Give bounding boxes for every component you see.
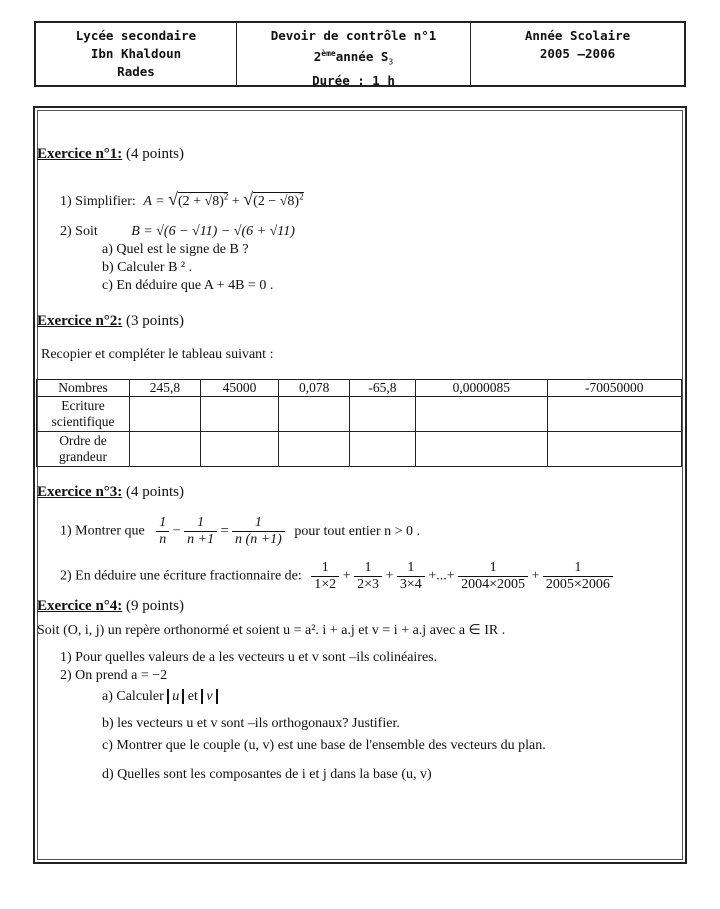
class-number: 2 xyxy=(313,49,322,65)
sum-frac xyxy=(354,560,382,593)
table-row-label: Ordre de grandeur xyxy=(37,432,130,467)
ex4-qd: d) Quelles sont les composantes de i et j dans la base (u, v) xyxy=(102,767,432,782)
ex1-q1-root-a xyxy=(178,192,228,209)
ex3-frac-2 xyxy=(184,515,217,548)
frac-den: 1×2 xyxy=(314,577,337,592)
school-line: Lycée secondaire xyxy=(75,28,197,43)
frac-den: n (n +1) xyxy=(235,532,282,547)
ex4-intro: Soit (O, i, j) un repère orthonormé et soient u = a². i + a.j et v = i + a.j avec a ∈ IR . xyxy=(37,623,506,638)
sum-frac xyxy=(543,560,613,593)
plus-sign: + xyxy=(342,568,351,584)
plus-sign: + xyxy=(385,568,394,584)
ex4-q2: 2) On prend a = −2 xyxy=(60,668,168,683)
table-row xyxy=(37,432,682,467)
ex3-frac-3 xyxy=(232,515,285,548)
ex4-qa-label: a) Calculer xyxy=(102,689,164,704)
sum-frac xyxy=(397,560,425,593)
ex1-q1-term-a: (2 + √8) xyxy=(177,194,224,209)
table-cell-number: 0,078 xyxy=(279,380,350,397)
frac-num: 1 xyxy=(156,515,169,532)
class-sub: 3 xyxy=(388,57,394,67)
table-cell-empty xyxy=(200,432,278,467)
ex1-q2-label: 2) Soit xyxy=(60,224,98,239)
ex2-title: Exercice n°2: xyxy=(37,313,123,329)
ex1-qc: c) En déduire que A + 4B = 0 . xyxy=(102,278,274,293)
ex3-q1 xyxy=(60,515,420,548)
norm-v: v xyxy=(201,689,217,704)
frac-num: 1 xyxy=(354,560,382,577)
ex3-frac-1 xyxy=(156,515,169,548)
ex4-qa xyxy=(102,689,218,705)
ex1-q2 xyxy=(60,224,295,240)
ex4-qb: b) les vecteurs u et v sont –ils orthogonaux? Justifier. xyxy=(102,716,400,731)
class-rest: année S xyxy=(335,49,389,65)
table-cell-number: 245,8 xyxy=(130,380,201,397)
ex1-qb: b) Calculer B ² . xyxy=(102,260,193,275)
ex3-q2 xyxy=(60,560,613,593)
table-cell-number: -70050000 xyxy=(547,380,681,397)
table-cell-number: 0,0000085 xyxy=(415,380,547,397)
ex2-points: (3 points) xyxy=(126,313,184,329)
table-cell-empty xyxy=(547,397,681,432)
ex3-q2-label: 2) En déduire une écriture fractionnaire de: xyxy=(60,568,302,584)
ex1-q1-label: 1) Simplifier: xyxy=(60,194,136,209)
ellipsis-sign: +...+ xyxy=(428,568,455,584)
table-cell-empty xyxy=(279,397,350,432)
table-cell-empty xyxy=(415,432,547,467)
ex2-instruction: Recopier et compléter le tableau suivant : xyxy=(41,347,274,362)
ex1-q1-lhs: A = xyxy=(143,194,165,209)
frac-den: 3×4 xyxy=(399,577,422,592)
equals-sign: = xyxy=(220,523,229,539)
ex1-q1 xyxy=(60,189,304,210)
sum-frac xyxy=(311,560,339,593)
table-cell-empty xyxy=(200,397,278,432)
sum-frac xyxy=(458,560,528,593)
exam-class xyxy=(237,45,470,72)
ex1-q1-exp-a: 2 xyxy=(223,191,229,202)
table-cell-empty xyxy=(130,397,201,432)
sqrt-symbol: √ xyxy=(243,189,254,209)
ex1-q2-expr: B = √(6 − √11) − √(6 + √11) xyxy=(131,224,295,239)
minus-sign: − xyxy=(172,523,181,539)
frac-num: 1 xyxy=(184,515,217,532)
ex3-heading xyxy=(37,484,184,501)
table-cell-number: 45000 xyxy=(200,380,278,397)
class-sup: ème xyxy=(321,49,336,58)
frac-den: n +1 xyxy=(187,532,215,547)
ex4-points: (9 points) xyxy=(126,598,184,614)
year-cell xyxy=(471,23,684,85)
table-row-label: Nombres xyxy=(37,380,130,397)
year-label: Année Scolaire xyxy=(524,28,631,43)
exam-title: Devoir de contrôle n°1 xyxy=(270,28,437,43)
numbers-table xyxy=(36,379,682,467)
ex1-q1-root-b xyxy=(253,192,303,209)
ex1-title: Exercice n°1: xyxy=(37,146,123,162)
ex1-qa: a) Quel est le signe de B ? xyxy=(102,242,249,257)
ex1-heading xyxy=(37,146,184,163)
table-cell-empty xyxy=(130,432,201,467)
ex3-q1-tail: pour tout entier n > 0 . xyxy=(294,523,421,539)
ex2-heading xyxy=(37,313,184,330)
frac-num: 1 xyxy=(311,560,339,577)
table-cell-empty xyxy=(350,397,416,432)
ex4-heading xyxy=(37,598,184,615)
ex3-q1-label: 1) Montrer que xyxy=(60,523,145,539)
frac-num: 1 xyxy=(232,515,285,532)
ex3-title: Exercice n°3: xyxy=(37,484,123,500)
frac-num: 1 xyxy=(458,560,528,577)
school-line: Ibn Khaldoun xyxy=(90,46,182,61)
and-word: et xyxy=(187,689,198,704)
ex1-q1-term-b: (2 − √8) xyxy=(253,194,300,209)
table-cell-empty xyxy=(350,432,416,467)
header-box xyxy=(34,21,686,87)
norm-u: u xyxy=(167,689,184,704)
plus-sign: + xyxy=(531,568,540,584)
frac-den: 2005×2006 xyxy=(545,577,610,592)
ex4-title: Exercice n°4: xyxy=(37,598,123,614)
frac-den: 2×3 xyxy=(357,577,379,592)
table-cell-number: -65,8 xyxy=(350,380,416,397)
exam-cell xyxy=(237,23,471,88)
ex1-points: (4 points) xyxy=(126,146,184,162)
table-row xyxy=(37,380,682,397)
ex1-q1-plus: + xyxy=(231,194,240,209)
sqrt-symbol: √ xyxy=(168,189,178,209)
table-cell-empty xyxy=(279,432,350,467)
table-row-label: Ecriture scientifique xyxy=(37,397,130,432)
frac-num: 1 xyxy=(397,560,425,577)
year-value: 2005 –2006 xyxy=(539,46,616,61)
table-cell-empty xyxy=(415,397,547,432)
table-row xyxy=(37,397,682,432)
ex1-q1-exp-b: 2 xyxy=(299,191,304,202)
frac-den: n xyxy=(159,532,167,547)
frac-den: 2004×2005 xyxy=(461,577,526,592)
school-cell xyxy=(36,23,237,85)
ex4-qc: c) Montrer que le couple (u, v) est une base de l'ensemble des vecteurs du plan. xyxy=(102,738,546,753)
table-cell-empty xyxy=(547,432,681,467)
ex3-points: (4 points) xyxy=(126,484,184,500)
ex4-q1: 1) Pour quelles valeurs de a les vecteurs u et v sont –ils colinéaires. xyxy=(60,650,438,665)
frac-num: 1 xyxy=(543,560,613,577)
school-line: Rades xyxy=(117,64,155,79)
exam-duration: Durée : 1 h xyxy=(312,72,395,88)
